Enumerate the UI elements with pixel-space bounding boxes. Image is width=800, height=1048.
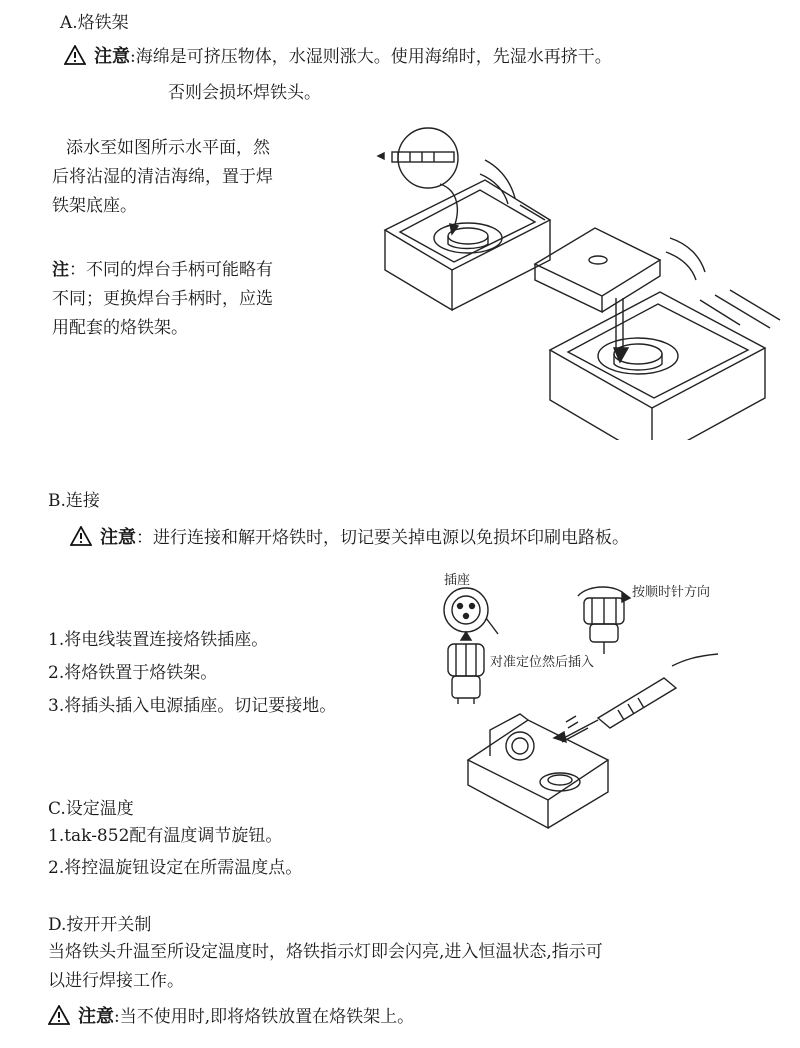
connection-illustration	[428, 570, 798, 835]
warning-icon	[70, 526, 92, 546]
warning-text: :当不使用时,即将烙铁放置在烙铁架上。	[114, 1007, 415, 1027]
sponge-holder-illustration	[370, 120, 790, 440]
section-c-line: 2.将控温旋钮设定在所需温度点。	[48, 858, 303, 878]
section-a-note	[52, 256, 273, 343]
section-c-lines	[48, 820, 302, 884]
section-d-warning	[48, 1002, 414, 1032]
paragraph-line: 添水至如图所示水平面，然	[66, 138, 270, 158]
note-label: 注	[52, 260, 69, 280]
section-b-steps	[48, 624, 336, 723]
warning-text-line2: 否则会损坏焊铁头。	[168, 83, 321, 103]
note-line: 用配套的烙铁架。	[52, 318, 188, 338]
section-d-lines	[48, 938, 603, 996]
section-d-title: D.按开开关制	[48, 915, 152, 935]
warning-text: ：进行连接和解开烙铁时，切记要关掉电源以免损坏印刷电路板。	[136, 528, 629, 548]
align-label: 对准定位然后插入	[490, 655, 595, 670]
warning-label: 注意	[100, 527, 136, 548]
clockwise-label: 按顺时针方向	[632, 585, 711, 600]
warning-label: 注意	[78, 1006, 114, 1027]
paragraph-line: 铁架底座。	[52, 196, 137, 216]
paragraph-line: 后将沾湿的清洁海绵，置于焊	[52, 167, 273, 187]
section-c-title: C.设定温度	[48, 799, 134, 819]
section-a-warning	[64, 42, 612, 72]
warning-icon	[64, 45, 86, 65]
section-b-title: B.连接	[48, 491, 100, 511]
section-a-paragraph	[52, 134, 273, 221]
step-item: 2.将烙铁置于烙铁架。	[48, 663, 218, 683]
section-c-line: 1.tak-852配有温度调节旋钮。	[48, 826, 283, 846]
section-d-line: 以进行焊接工作。	[48, 971, 184, 991]
note-line: 不同；更换焊台手柄时，应选	[52, 289, 273, 309]
warning-icon	[48, 1005, 70, 1025]
section-a-title: A.烙铁架	[60, 13, 129, 33]
step-item: 3.将插头插入电源插座。切记要接地。	[48, 696, 337, 716]
note-line: ：不同的焊台手柄可能略有	[69, 260, 273, 280]
socket-label: 插座	[444, 573, 471, 588]
warning-label: 注意	[94, 46, 130, 67]
warning-text-line1: 海绵是可挤压物体，水湿则涨大。使用海绵时，先湿水再挤干。	[135, 47, 612, 67]
step-item: 1.将电线装置连接烙铁插座。	[48, 630, 269, 650]
section-b-warning	[70, 523, 629, 553]
section-d-line: 当烙铁头升温至所设定温度时，烙铁指示灯即会闪亮,进入恒温状态,指示可	[48, 942, 603, 962]
warning-colon: :	[130, 47, 136, 67]
